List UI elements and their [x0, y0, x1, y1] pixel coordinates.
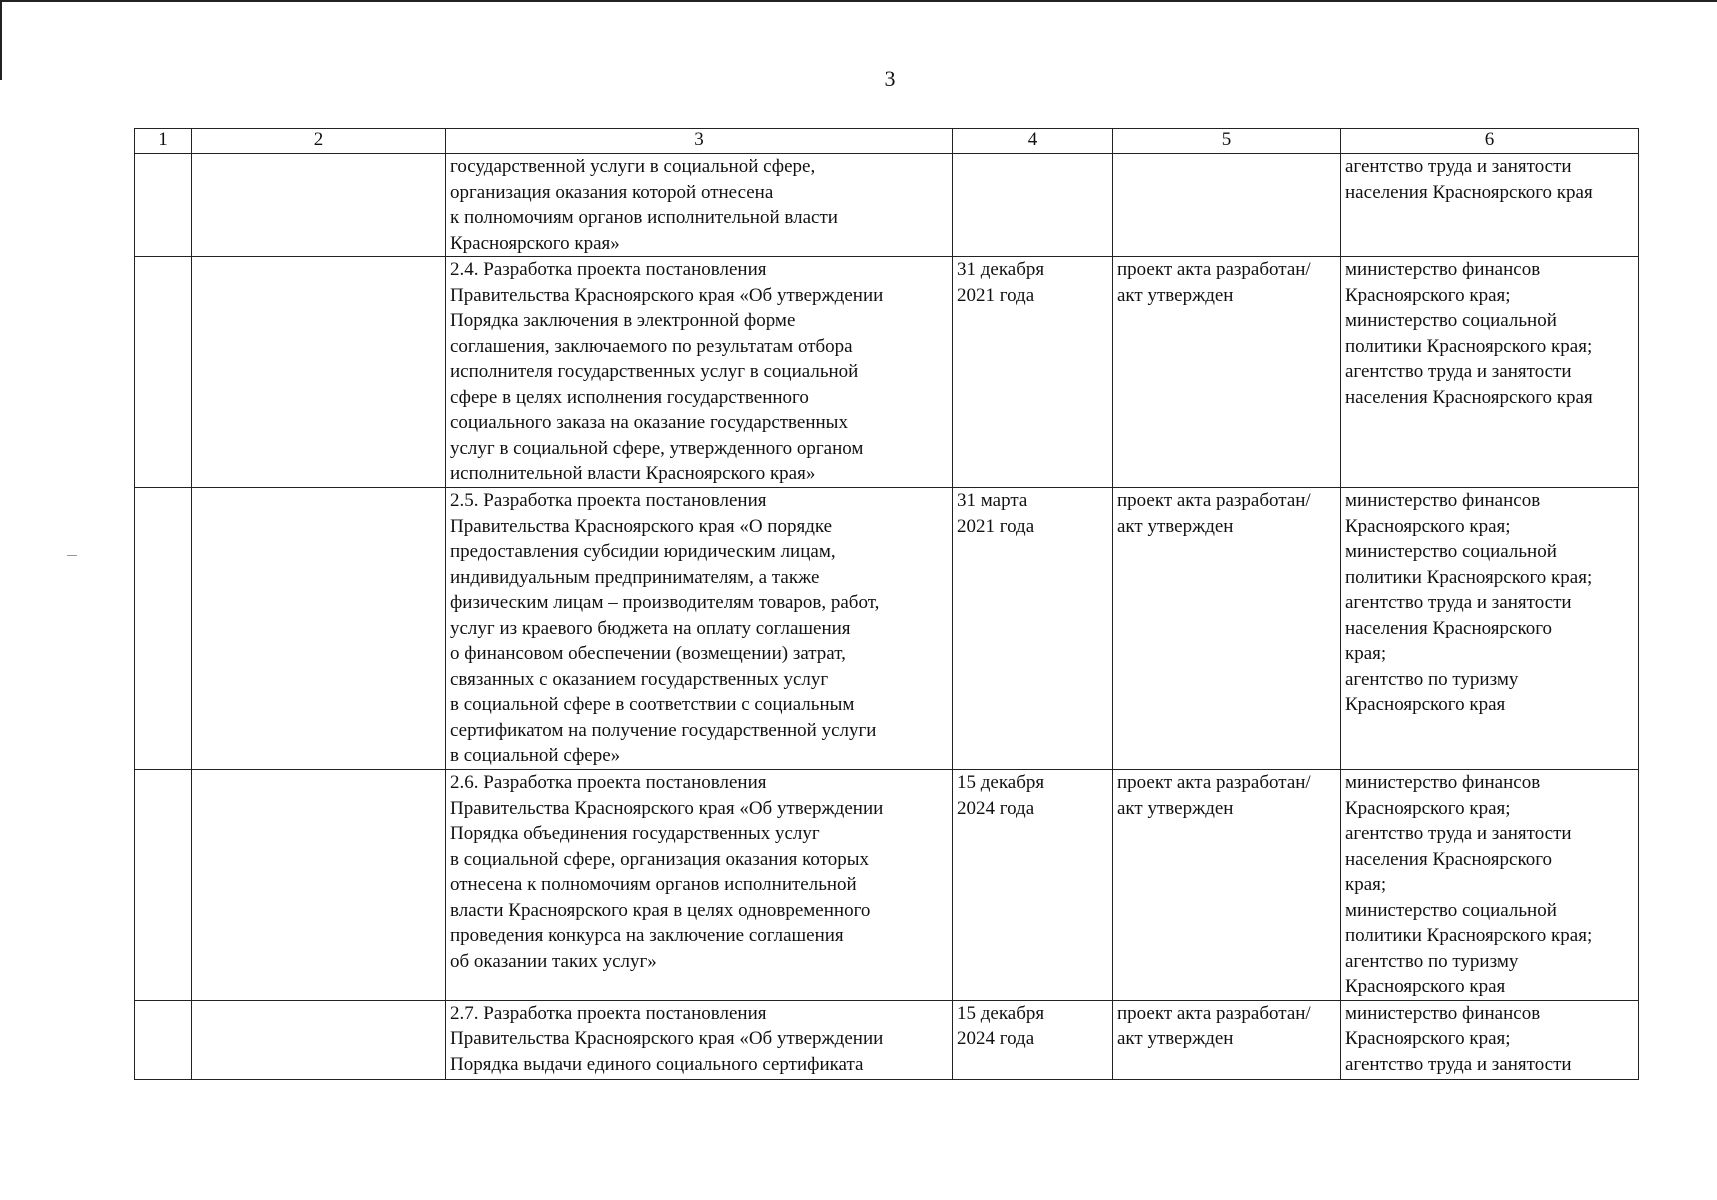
table-row — [135, 257, 1639, 488]
table-row — [135, 770, 1639, 1001]
cell-result: проект акта разработан/ акт утвержден — [1113, 1000, 1341, 1079]
cell-goal — [192, 257, 446, 488]
cell-deadline: 31 марта 2021 года — [953, 488, 1113, 770]
cell-number — [135, 488, 192, 770]
column-header-2: 2 — [192, 129, 446, 154]
table-row — [135, 1000, 1639, 1079]
scan-artifact — [67, 555, 77, 556]
column-header-1: 1 — [135, 129, 192, 154]
scan-top-border — [0, 0, 1717, 2]
cell-number — [135, 257, 192, 488]
cell-activity: государственной услуги в социальной сфере, организация оказания которой отнесена к полномочиям органов исполнительной власти Красноярского края» — [446, 154, 953, 257]
cell-number — [135, 154, 192, 257]
cell-responsible: министерство финансов Красноярского края; агентство труда и занятости населения Красноярского края; министерство социальной политики Красноярского края; агентство по туризму Красноярского края — [1341, 770, 1639, 1001]
cell-deadline: 31 декабря 2021 года — [953, 257, 1113, 488]
cell-activity: 2.4. Разработка проекта постановления Правительства Красноярского края «Об утверждении Порядка заключения в электронной форме соглашения, заключаемого по результатам отбора исполнителя государственных услуг в социальной сфере в целях исполнения государственного социального заказа на оказание государственных услуг в социальной сфере, утвержденного органом исполнительной власти Красноярского края» — [446, 257, 953, 488]
cell-responsible: министерство финансов Красноярского края; министерство социальной политики Красноярского края; агентство труда и занятости населения Красноярского края; агентство по туризму Красноярского края — [1341, 488, 1639, 770]
column-header-5: 5 — [1113, 129, 1341, 154]
cell-result: проект акта разработан/ акт утвержден — [1113, 488, 1341, 770]
cell-activity: 2.6. Разработка проекта постановления Правительства Красноярского края «Об утверждении Порядка объединения государственных услуг в социальной сфере, организация оказания которых отнесена к полномочиям органов исполнительной власти Красноярского края в целях одновременного проведения конкурса на заключение соглашения об оказании таких услуг» — [446, 770, 953, 1001]
column-header-4: 4 — [953, 129, 1113, 154]
cell-goal — [192, 770, 446, 1001]
table-row — [135, 154, 1639, 257]
table-row — [135, 488, 1639, 770]
cell-result: проект акта разработан/ акт утвержден — [1113, 770, 1341, 1001]
cell-number — [135, 1000, 192, 1079]
cell-activity: 2.5. Разработка проекта постановления Правительства Красноярского края «О порядке предоставления субсидии юридическим лицам, индивидуальным предпринимателям, а также физическим лицам – производителям товаров, работ, услуг из краевого бюджета на оплату соглашения о финансовом обеспечении (возмещении) затрат, связанных с оказанием государственных услуг в социальной сфере в соответствии с социальным сертификатом на получение государственной услуги в социальной сфере» — [446, 488, 953, 770]
cell-responsible: агентство труда и занятости населения Красноярского края — [1341, 154, 1639, 257]
plan-table — [134, 128, 1639, 1080]
column-header-3: 3 — [446, 129, 953, 154]
cell-result: проект акта разработан/ акт утвержден — [1113, 257, 1341, 488]
cell-goal — [192, 1000, 446, 1079]
cell-responsible: министерство финансов Красноярского края; министерство социальной политики Красноярского края; агентство труда и занятости населения Красноярского края — [1341, 257, 1639, 488]
cell-deadline — [953, 154, 1113, 257]
cell-responsible: министерство финансов Красноярского края; агентство труда и занятости — [1341, 1000, 1639, 1079]
cell-goal — [192, 488, 446, 770]
cell-deadline: 15 декабря 2024 года — [953, 770, 1113, 1001]
page-number: 3 — [884, 66, 896, 91]
table-header-row — [135, 129, 1639, 154]
column-header-6: 6 — [1341, 129, 1639, 154]
cell-number — [135, 770, 192, 1001]
cell-result — [1113, 154, 1341, 257]
cell-deadline: 15 декабря 2024 года — [953, 1000, 1113, 1079]
cell-activity: 2.7. Разработка проекта постановления Правительства Красноярского края «Об утверждении Порядка выдачи единого социального сертификата — [446, 1000, 953, 1079]
cell-goal — [192, 154, 446, 257]
